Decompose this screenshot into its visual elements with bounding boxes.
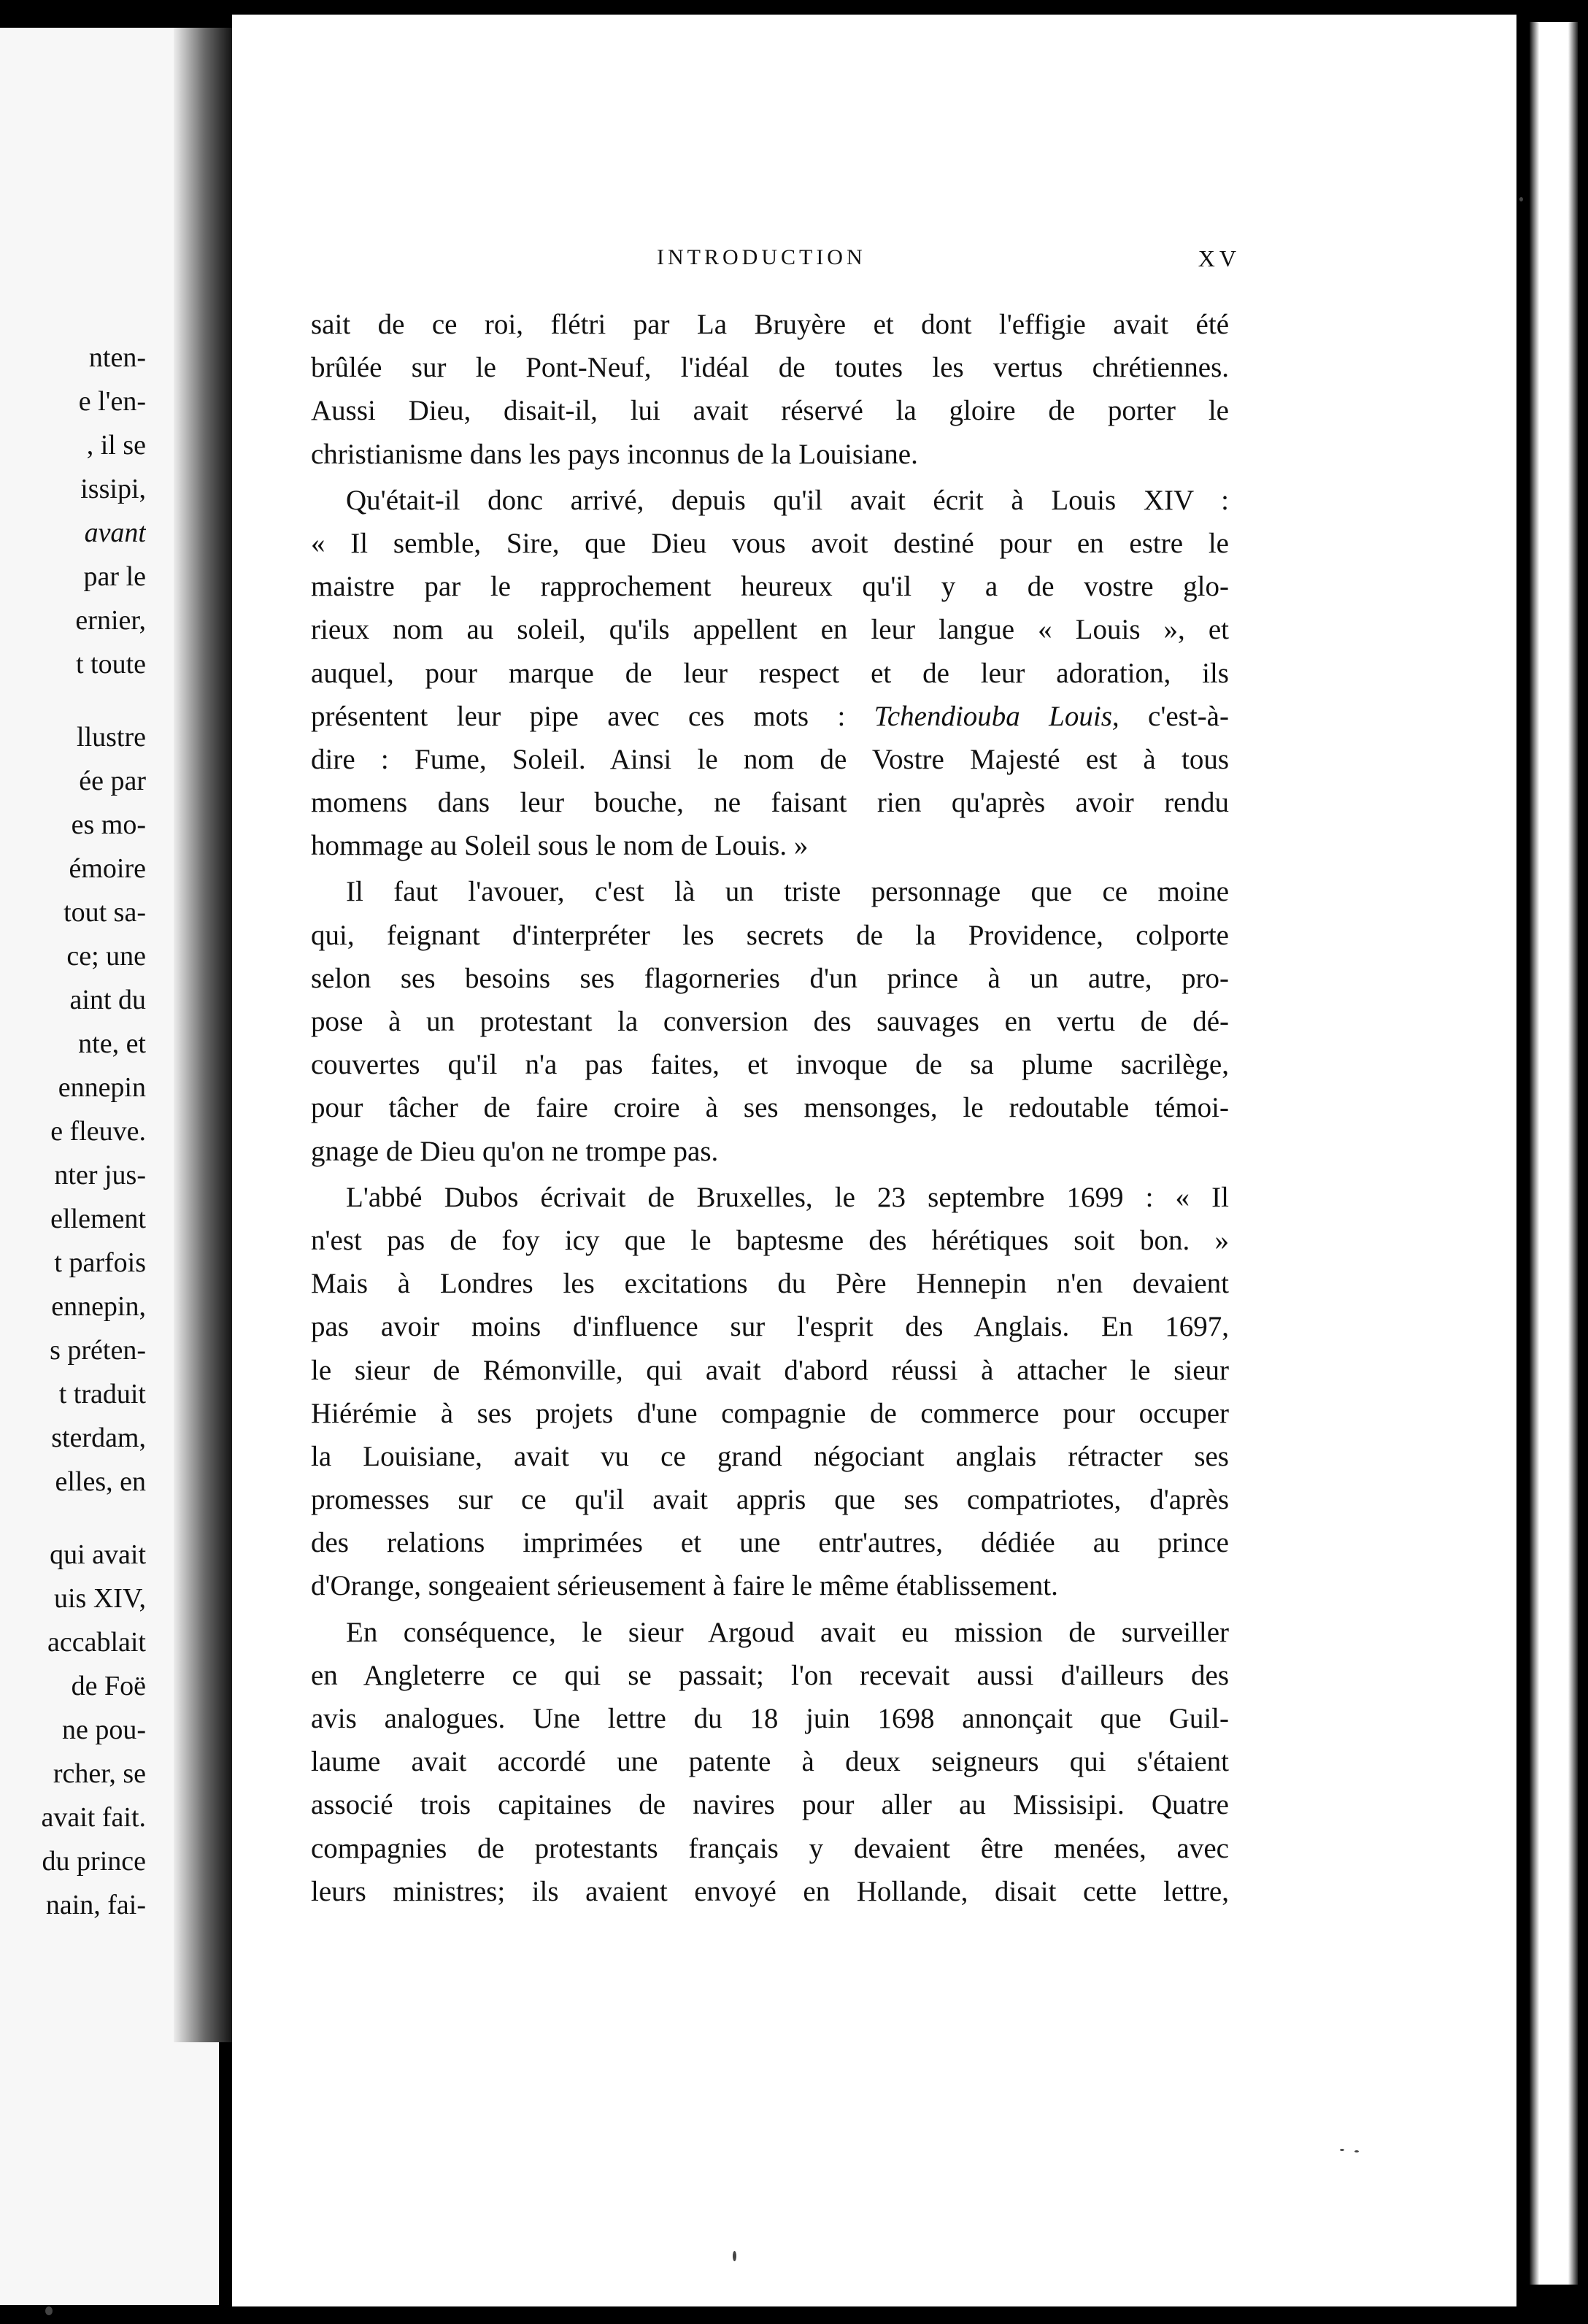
text-line: pas avoir moins d'influence sur l'esprit des Anglais. En 1697, [311, 1311, 1229, 1343]
left-fragment: t traduit [58, 1379, 146, 1409]
left-fragment: ée par [79, 766, 146, 796]
speck [1354, 2150, 1359, 2152]
text-line: brûlée sur le Pont-Neuf, l'idéal de toutes les vertus chrétiennes. [311, 352, 1229, 384]
text-line: présentent leur pipe avec ces mots : Tchendiouba Louis, c'est-à- [311, 700, 1229, 732]
left-fragment: tout sa- [63, 897, 146, 928]
left-fragment: de Foë [71, 1671, 146, 1701]
left-fragment: nte, et [78, 1028, 146, 1059]
text-line: avis analogues. Une lettre du 18 juin 1698 annonçait que Guil- [311, 1703, 1229, 1734]
text-line: couvertes qu'il n'a pas faites, et invoque de sa plume sacrilège, [311, 1049, 1229, 1081]
left-fragment: accablait [47, 1627, 146, 1658]
page-edge-stack [1530, 22, 1578, 2285]
left-fragment: rcher, se [53, 1758, 146, 1789]
left-fragment: avant [84, 517, 146, 548]
text-line: leurs ministres; ils avaient envoyé en Hollande, disait cette lettre, [311, 1875, 1229, 1907]
left-fragment: du prince [42, 1846, 146, 1877]
text-line: maistre par le rapprochement heureux qu'il y a de vostre glo- [311, 571, 1229, 603]
left-fragment: elles, en [55, 1466, 146, 1497]
left-fragment: aint du [69, 985, 146, 1015]
speck [733, 2251, 736, 2261]
text-line: la Louisiane, avait vu ce grand négociant anglais rétracter ses [311, 1440, 1229, 1472]
italic-phrase: Tchendiouba Louis, [874, 700, 1119, 732]
left-fragment: t parfois [54, 1247, 146, 1278]
left-fragment: issipi, [80, 474, 146, 504]
left-fragment: ne pou- [61, 1715, 146, 1745]
left-fragment: nten- [88, 342, 146, 373]
left-fragment: qui avait [50, 1539, 146, 1570]
left-fragment: nter jus- [54, 1160, 146, 1190]
text-line: sait de ce roi, flétri par La Bruyère et dont l'effigie avait été [311, 309, 1229, 340]
text-line: hommage au Soleil sous le nom de Louis. » [311, 830, 809, 862]
running-head-title: INTRODUCTION [657, 245, 866, 269]
text-line: christianisme dans les pays inconnus de la Louisiane. [311, 438, 918, 470]
left-fragment: es mo- [71, 809, 146, 840]
page-number: XV [1198, 245, 1241, 272]
text-line: d'Orange, songeaient sérieusement à faire le même établissement. [311, 1570, 1058, 1602]
left-fragment: ennepin [58, 1072, 146, 1103]
text-line: L'abbé Dubos écrivait de Bruxelles, le 23 septembre 1699 : « Il [346, 1181, 1229, 1213]
text-line: pour tâcher de faire croire à ses mensonges, le redoutable témoi- [311, 1092, 1229, 1124]
text-line: qui, feignant d'interpréter les secrets de la Providence, colporte [311, 919, 1229, 951]
text-line: n'est pas de foy icy que le baptesme des hérétiques soit bon. » [311, 1224, 1229, 1256]
left-fragment: avait fait. [41, 1802, 146, 1833]
text-line: Hiérémie à ses projets d'une compagnie de commerce pour occuper [311, 1397, 1229, 1429]
text-line: le sieur de Rémonville, qui avait d'abord réussi à attacher le sieur [311, 1354, 1229, 1386]
left-fragment: nain, fai- [45, 1890, 146, 1920]
text-line: dire : Fume, Soleil. Ainsi le nom de Vostre Majesté est à tous [311, 743, 1229, 775]
text-line: associé trois capitaines de navires pour aller au Missisipi. Quatre [311, 1789, 1229, 1821]
text-line: rieux nom au soleil, qu'ils appellent en leur langue « Louis », et [311, 614, 1229, 646]
text-line: selon ses besoins ses flagorneries d'un prince à un autre, pro- [311, 962, 1229, 994]
text-line: momens dans leur bouche, ne faisant rien qu'après avoir rendu [311, 787, 1229, 819]
left-fragment: ellement [50, 1204, 146, 1234]
text-line: auquel, pour marque de leur respect et de leur adoration, ils [311, 657, 1229, 689]
left-fragment: uis XIV, [54, 1583, 146, 1614]
body-text [311, 303, 1229, 1913]
left-page-text [0, 336, 146, 1927]
text-line: Mais à Londres les excitations du Père Hennepin n'en devaient [311, 1268, 1229, 1300]
left-fragment: s préten- [50, 1335, 146, 1366]
speck [1340, 2149, 1344, 2151]
left-fragment: t toute [75, 649, 146, 680]
text-line: Il faut l'avouer, c'est là un triste personnage que ce moine [346, 876, 1229, 908]
text-line: Aussi Dieu, disait-il, lui avait réservé la gloire de porter le [311, 395, 1229, 427]
text-line: « Il semble, Sire, que Dieu vous avoit destiné pour en estre le [311, 527, 1229, 559]
left-fragment: ce; une [66, 941, 146, 971]
text-line: en Angleterre ce qui se passait; l'on recevait aussi d'ailleurs des [311, 1659, 1229, 1691]
left-fragment: par le [83, 561, 146, 592]
text-line: compagnies de protestants français y devaient être menées, avec [311, 1832, 1229, 1864]
text-line: En conséquence, le sieur Argoud avait eu mission de surveiller [346, 1616, 1229, 1648]
text-line: pose à un protestant la conversion des sauvages en vertu de dé- [311, 1006, 1229, 1037]
left-fragment: ennepin, [51, 1291, 146, 1322]
running-head [321, 245, 1241, 282]
text-line: gnage de Dieu qu'on ne trompe pas. [311, 1135, 719, 1167]
left-fragment: e l'en- [78, 386, 146, 417]
left-fragment: ernier, [75, 605, 146, 636]
text-line: Qu'était-il donc arrivé, depuis qu'il avait écrit à Louis XIV : [346, 484, 1229, 516]
speck [45, 2306, 53, 2315]
text-line: promesses sur ce qu'il avait appris que ses compatriotes, d'après [311, 1484, 1229, 1516]
text-line: laume avait accordé une patente à deux seigneurs qui s'étaient [311, 1746, 1229, 1778]
left-fragment: sterdam, [51, 1423, 146, 1453]
text-line: des relations imprimées et une entr'autres, dédiée au prince [311, 1527, 1229, 1559]
left-fragment: e fleuve. [50, 1116, 146, 1147]
left-fragment: , il se [86, 430, 146, 461]
left-fragment: llustre [77, 722, 146, 753]
speck [1519, 197, 1523, 201]
left-fragment: émoire [69, 853, 146, 884]
